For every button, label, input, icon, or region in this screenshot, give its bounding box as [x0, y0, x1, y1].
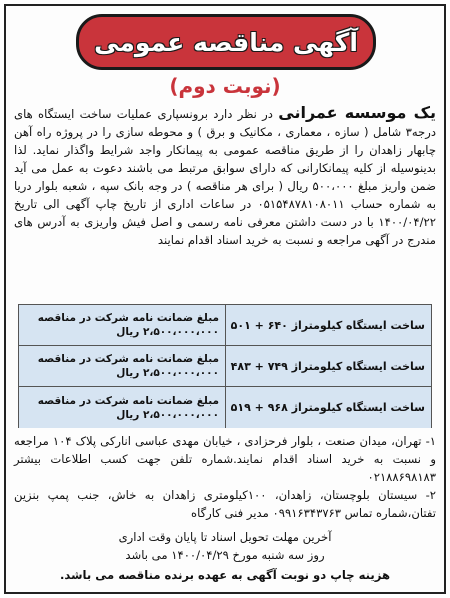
notice-round: (نوبت دوم) — [169, 74, 281, 98]
tender-table — [18, 304, 432, 428]
address-zahedan: ۲- سیستان بلوچستان، زاهدان، ۱۰۰کیلومتری زاهدان به خاش، جنب پمپ بنزین تفتان،شماره تماس ۰۹۹۱۶۳۴۳۷۶۳ مدیر فنی کارگاه — [14, 488, 437, 520]
bond-label: مبلغ ضمانت نامه شرکت در مناقصه — [37, 394, 219, 407]
intro-paragraph — [14, 104, 436, 249]
title-banner — [76, 14, 376, 70]
station-cell: ساخت ایستگاه کیلومتراژ ۷۴۹ + ۴۸۳ — [225, 346, 431, 386]
deadline-line-1: آخرین مهلت تحویل اسناد تا پایان وقت اداری — [118, 530, 332, 544]
table-row — [19, 346, 431, 387]
bond-label: مبلغ ضمانت نامه شرکت در مناقصه — [37, 353, 219, 365]
notice-title: آگهی مناقصه عمومی — [94, 27, 358, 57]
bond-amount: ۲،۵۰۰،۰۰۰،۰۰۰ ریال — [116, 408, 219, 421]
bond-label: مبلغ ضمانت نامه شرکت در مناقصه — [37, 312, 219, 324]
bond-cell — [19, 305, 225, 345]
table-row — [19, 387, 431, 428]
station-cell: ساخت ایستگاه کیلومتراژ ۶۴۰ + ۵۰۱ — [225, 305, 431, 345]
deadline-line-2: روز سه شنبه مورخ ۱۴۰۰/۰۴/۲۹ می باشد — [125, 548, 325, 562]
bond-amount: ۲،۵۰۰،۰۰۰،۰۰۰ ریال — [116, 326, 219, 338]
station-cell: ساخت ایستگاه کیلومتراژ ۹۶۸ + ۵۱۹ — [225, 387, 431, 428]
bond-cell — [19, 387, 225, 428]
tender-notice — [4, 4, 446, 594]
organization-name: یک موسسه عمرانی — [278, 103, 436, 122]
intro-text: در نظر دارد برونسپاری عملیات ساخت ایستگاه های درجه۳ شامل ( سازه ، معماری ، مکانیک و برق ) و محوطه سازی را در پروژه راه آهن چابهار زاهدان را از طریق مناقصه عمومی به پیمانکار واجد شرایط واگذار نماید. لذا بدینوسیله از کلیه پیمانکارانی که دارای سوابق مرتبط می باشند دعوت به عمل می آید ضمن واریز مبلغ ۵۰۰،۰۰۰ ریال ( برای هر مناقصه ) در وجه بانک سپه ، شعبه بلوار دریا به شماره حساب ۰۵۱۵۴۸۷۸۱۰۸۰۱۱ در ساعات اداری از تاریخ چاپ آگهی الی تاریخ ۱۴۰۰/۰۴/۲۲ با در دست داشتن معرفی نامه رسمی و اصل فیش واریزی به آدرس های مندرج در آگهی مراجعه و نسبت به خرید اسناد اقدام نمایند — [14, 107, 436, 247]
deadline — [14, 528, 436, 564]
table-row — [19, 305, 431, 346]
address-tehran: ۱- تهران، میدان صنعت ، بلوار فرحزادی ، خیابان مهدی عباسی انارکی پلاک ۱۰۴ مراجعه و نسبت به خرید اسناد اقدام نمایند.شماره تلفن جهت کسب اطلاعات بیشتر ۰۲۱۸۸۶۹۸۱۸۳ — [14, 434, 436, 484]
addresses — [14, 432, 436, 522]
bond-cell — [19, 346, 225, 386]
bond-amount: ۲،۵۰۰،۰۰۰،۰۰۰ ریال — [116, 367, 219, 379]
footer-note: هزینه چاپ دو نوبت آگهی به عهده برنده مناقصه می باشد. — [60, 568, 390, 582]
